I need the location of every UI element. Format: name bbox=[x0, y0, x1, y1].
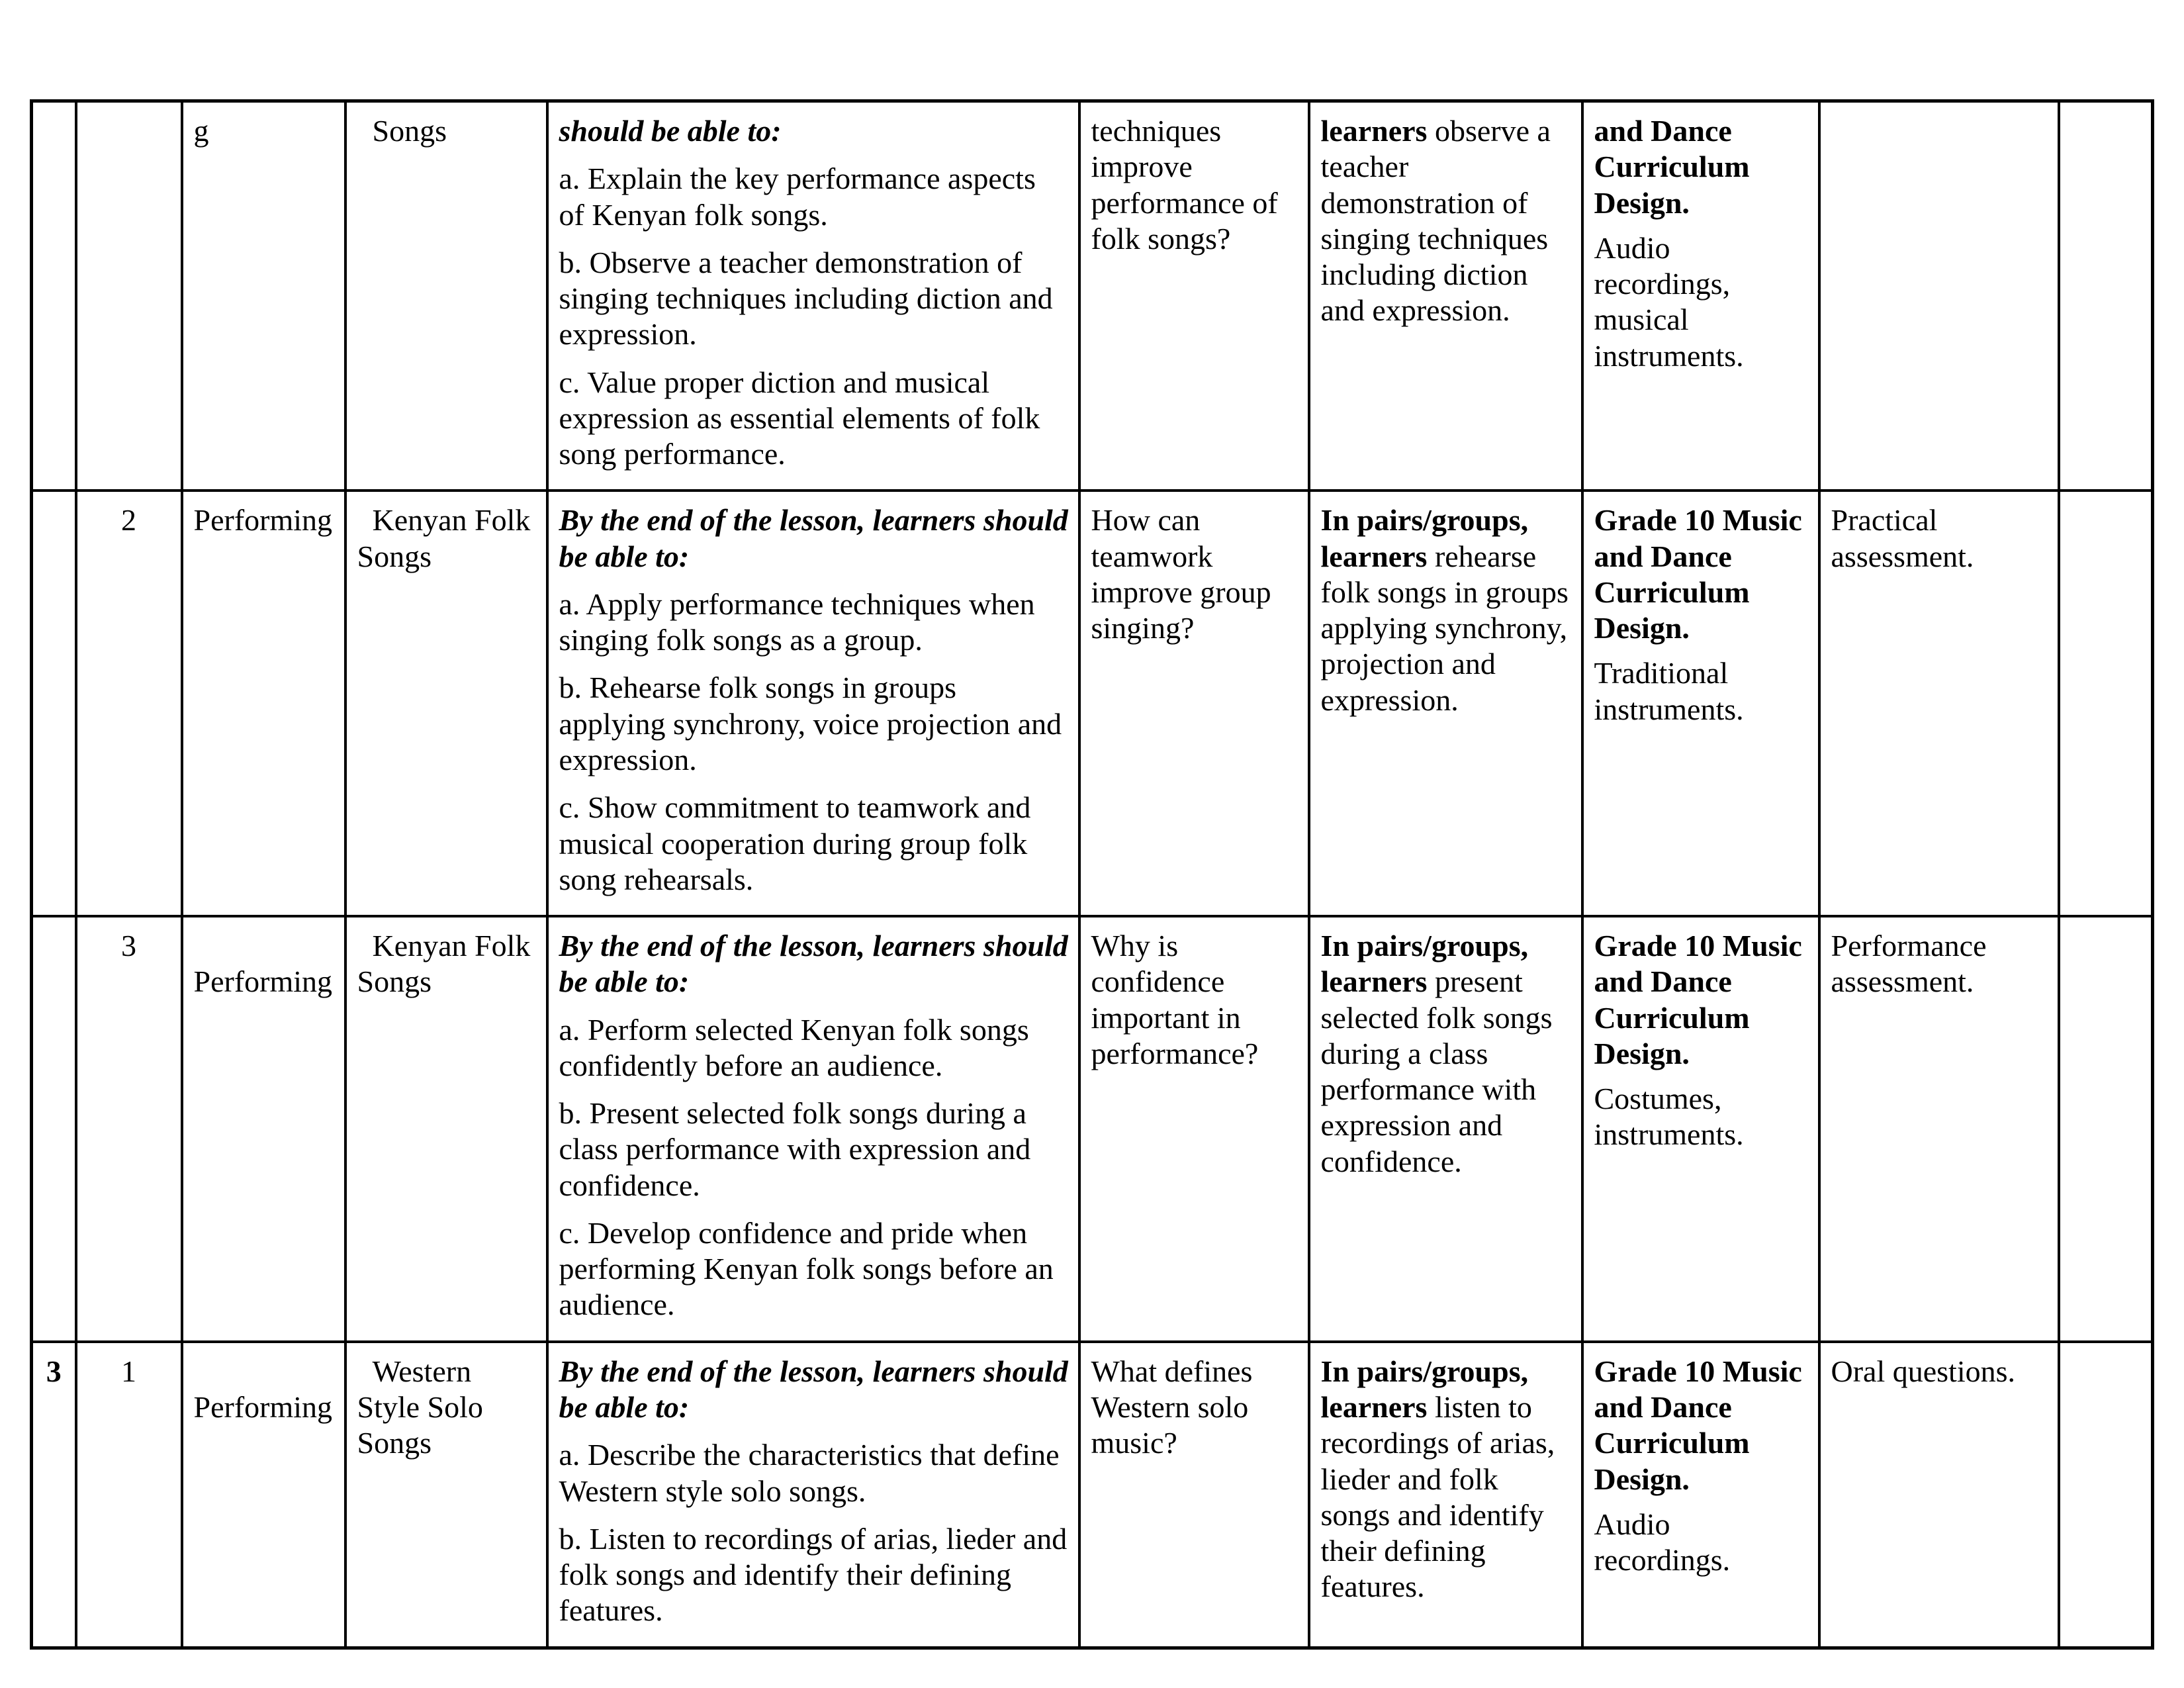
lesson-cell: 1 bbox=[76, 1342, 182, 1648]
experiences-cell bbox=[1309, 101, 1582, 491]
inquiry-cell: What defines Western solo music? bbox=[1079, 1342, 1309, 1648]
outcomes-intro: By the end of the lesson, learners should be able to: bbox=[559, 1354, 1068, 1424]
outcomes-cell bbox=[547, 916, 1079, 1342]
outcome-item: a. Perform selected Kenyan folk songs confidently before an audience. bbox=[559, 1012, 1029, 1082]
experiences-lead: In pairs/groups, learners bbox=[1320, 929, 1529, 999]
inquiry-cell: Why is confidence important in performance? bbox=[1079, 916, 1309, 1342]
strand-cell: Performing bbox=[182, 491, 345, 916]
week-cell bbox=[32, 491, 76, 916]
experiences-lead: In pairs/groups, learners bbox=[1320, 503, 1529, 573]
outcomes-cell bbox=[547, 491, 1079, 916]
remarks-cell bbox=[2059, 101, 2153, 491]
resources-items: Audio recordings, musical instruments. bbox=[1594, 230, 1744, 373]
experiences-text: rehearse folk songs in groups applying synchrony, projection and expression. bbox=[1320, 539, 1569, 717]
outcome-item: a. Describe the characteristics that define Western style solo songs. bbox=[559, 1438, 1060, 1508]
assessment-cell: Oral questions. bbox=[1819, 1342, 2059, 1648]
outcome-item: a. Apply performance techniques when singing folk songs as a group. bbox=[559, 586, 1035, 657]
lesson-cell bbox=[76, 101, 182, 491]
assessment-cell bbox=[1819, 101, 2059, 491]
strand-cell: Performing bbox=[182, 916, 345, 1342]
outcome-item: b. Rehearse folk songs in groups applying synchrony, voice projection and expression. bbox=[559, 671, 1062, 776]
resources-items: Costumes, instruments. bbox=[1594, 1082, 1744, 1152]
experiences-lead: In pairs/groups, learners bbox=[1320, 1354, 1529, 1424]
experiences-cell bbox=[1309, 916, 1582, 1342]
substrand-cell: Songs bbox=[345, 101, 547, 491]
resources-title: Grade 10 Music and Dance Curriculum Design. bbox=[1594, 929, 1802, 1070]
outcomes-cell bbox=[547, 101, 1079, 491]
resources-items: Audio recordings. bbox=[1594, 1507, 1731, 1577]
remarks-cell bbox=[2059, 916, 2153, 1342]
outcome-item: b. Observe a teacher demonstration of singing techniques including diction and expression. bbox=[559, 245, 1053, 352]
week-cell: 3 bbox=[32, 1342, 76, 1648]
substrand-cell: Western Style Solo Songs bbox=[345, 1342, 547, 1648]
resources-cell bbox=[1582, 101, 1819, 491]
outcome-item: c. Develop confidence and pride when performing Kenyan folk songs before an audience. bbox=[559, 1215, 1054, 1322]
outcome-item: b. Listen to recordings of arias, lieder and folk songs and identify their defining features. bbox=[559, 1521, 1068, 1628]
resources-title: and Dance Curriculum Design. bbox=[1594, 114, 1750, 220]
outcomes-intro: By the end of the lesson, learners should be able to: bbox=[559, 929, 1068, 999]
resources-title: Grade 10 Music and Dance Curriculum Design. bbox=[1594, 1354, 1802, 1496]
outcome-item: a. Explain the key performance aspects of Kenyan folk songs. bbox=[559, 162, 1036, 232]
experiences-cell bbox=[1309, 1342, 1582, 1648]
outcomes-intro: By the end of the lesson, learners should be able to: bbox=[559, 503, 1068, 573]
week-cell bbox=[32, 916, 76, 1342]
outcome-item: c. Show commitment to teamwork and musical cooperation during group folk song rehearsals. bbox=[559, 790, 1031, 896]
inquiry-cell: techniques improve performance of folk songs? bbox=[1079, 101, 1309, 491]
resources-title: Grade 10 Music and Dance Curriculum Design. bbox=[1594, 503, 1802, 645]
experiences-cell bbox=[1309, 491, 1582, 916]
resources-cell bbox=[1582, 916, 1819, 1342]
lesson-cell: 2 bbox=[76, 491, 182, 916]
remarks-cell bbox=[2059, 1342, 2153, 1648]
substrand-cell: Kenyan Folk Songs bbox=[345, 491, 547, 916]
scheme-of-work-table bbox=[30, 99, 2154, 1650]
table-row bbox=[32, 491, 2153, 916]
remarks-cell bbox=[2059, 491, 2153, 916]
week-cell bbox=[32, 101, 76, 491]
resources-cell bbox=[1582, 1342, 1819, 1648]
experiences-lead: learners bbox=[1320, 114, 1428, 148]
strand-cell: Performing bbox=[182, 1342, 345, 1648]
assessment-cell: Performance assessment. bbox=[1819, 916, 2059, 1342]
table-row bbox=[32, 101, 2153, 491]
table-row bbox=[32, 1342, 2153, 1648]
substrand-cell: Kenyan Folk Songs bbox=[345, 916, 547, 1342]
table-row bbox=[32, 916, 2153, 1342]
experiences-text: observe a teacher demonstration of singing techniques including diction and expression. bbox=[1320, 114, 1551, 328]
inquiry-cell: How can teamwork improve group singing? bbox=[1079, 491, 1309, 916]
strand-cell: g bbox=[182, 101, 345, 491]
resources-items: Traditional instruments. bbox=[1594, 656, 1744, 726]
outcome-item: c. Value proper diction and musical expression as essential elements of folk song performance. bbox=[559, 365, 1040, 471]
resources-cell bbox=[1582, 491, 1819, 916]
assessment-cell: Practical assessment. bbox=[1819, 491, 2059, 916]
experiences-text: listen to recordings of arias, lieder and folk songs and identify their defining features. bbox=[1320, 1389, 1555, 1604]
lesson-cell: 3 bbox=[76, 916, 182, 1342]
experiences-text: present selected folk songs during a class performance with expression and confidence. bbox=[1320, 964, 1553, 1178]
outcomes-intro: should be able to: bbox=[559, 114, 782, 148]
outcomes-cell bbox=[547, 1342, 1079, 1648]
outcome-item: b. Present selected folk songs during a class performance with expression and confidence. bbox=[559, 1096, 1031, 1202]
